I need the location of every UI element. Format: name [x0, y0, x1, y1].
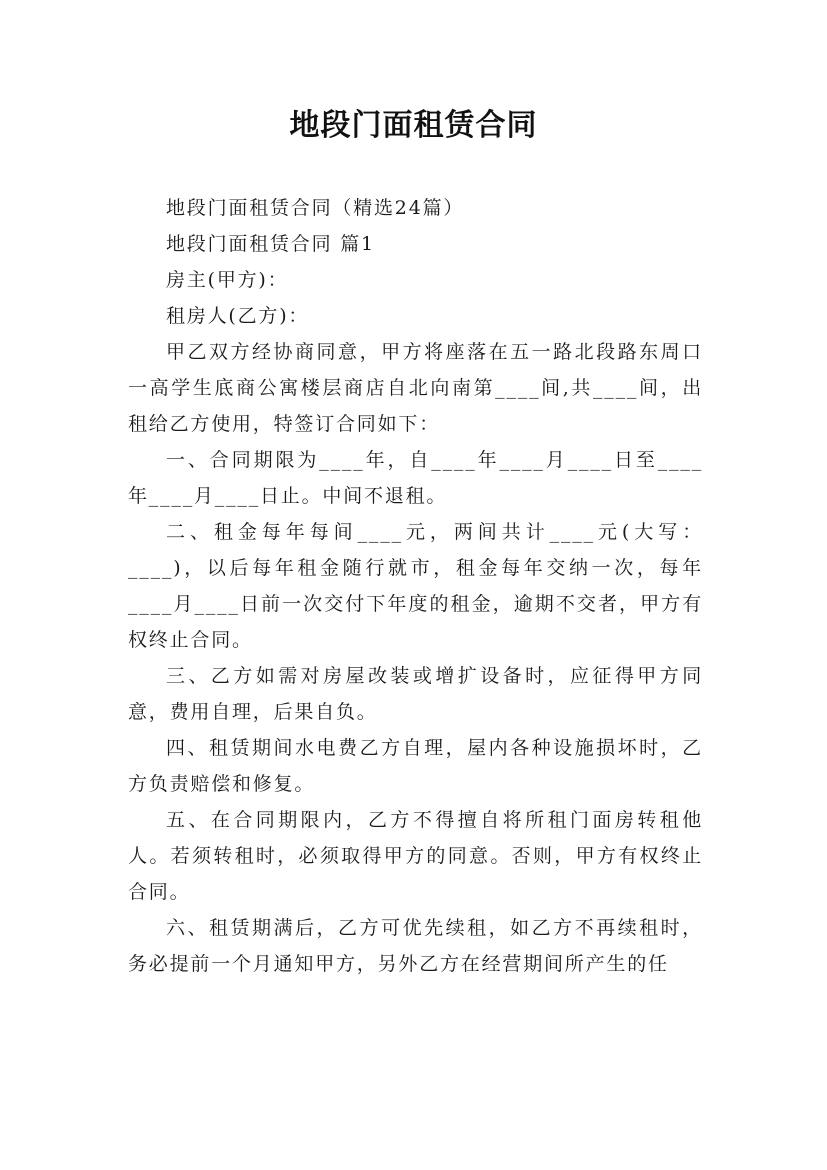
paragraph-clause-6: 六、租赁期满后，乙方可优先续租，如乙方不再续租时，务必提前一个月通知甲方，另外乙方在经营期间所产生的任 — [128, 917, 703, 975]
paragraph-tenant: 租房人(乙方)： — [166, 305, 310, 327]
paragraph-subtitle: 地段门面租赁合同（精选24篇） — [166, 197, 465, 219]
paragraph-clause-1: 一、合同期限为____年，自____年____月____日至____年____月____日止。中间不退租。 — [128, 449, 703, 507]
paragraph-clause-4: 四、租赁期间水电费乙方自理，屋内各种设施损坏时，乙方负责赔偿和修复。 — [128, 737, 703, 795]
paragraph-clause-2: 二、租金每年每间____元，两间共计____元(大写：____)，以后每年租金随行就市，租金每年交纳一次，每年____月____日前一次交付下年度的租金，逾期不交者，甲方有权终止合同。 — [128, 521, 703, 651]
document-title: 地段门面租赁合同 — [289, 108, 538, 143]
document-body — [128, 190, 703, 982]
paragraph-landlord: 房主(甲方)： — [166, 269, 289, 291]
paragraph-section-heading: 地段门面租赁合同 篇1 — [166, 233, 375, 255]
paragraph-clause-5: 五、在合同期限内，乙方不得擅自将所租门面房转租他人。若须转租时，必须取得甲方的同意。否则，甲方有权终止合同。 — [128, 809, 703, 903]
paragraph-clause-3: 三、乙方如需对房屋改装或增扩设备时，应征得甲方同意，费用自理，后果自负。 — [128, 665, 703, 723]
paragraph-intro: 甲乙双方经协商同意，甲方将座落在五一路北段路东周口一高学生底商公寓楼层商店自北向南第____间,共____间，出租给乙方使用，特签订合同如下： — [128, 341, 703, 435]
